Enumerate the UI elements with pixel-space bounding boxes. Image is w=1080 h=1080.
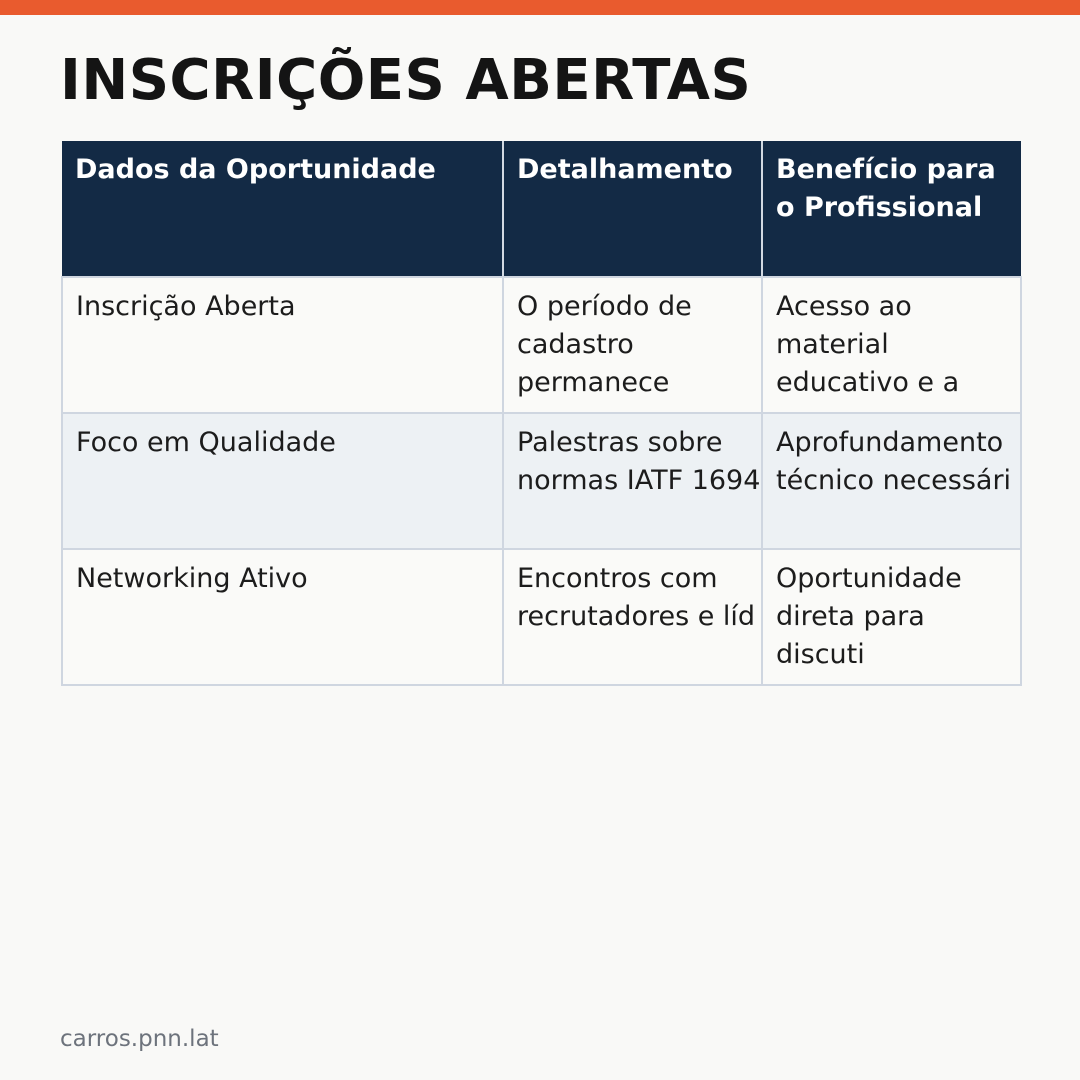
- opportunity-table: [61, 141, 1022, 686]
- cell-detail: O período de cadastro permanece: [503, 277, 762, 413]
- column-header-benefit: Benefício para o Profissional: [762, 141, 1021, 277]
- cell-benefit: Aprofundamento técnico necessári: [762, 413, 1021, 549]
- cell-opportunity: Networking Ativo: [62, 549, 503, 685]
- cell-detail: Palestras sobre normas IATF 1694: [503, 413, 762, 549]
- cell-benefit: Oportunidade direta para discuti: [762, 549, 1021, 685]
- page-title: INSCRIÇÕES ABERTAS: [60, 48, 752, 113]
- cell-opportunity: Inscrição Aberta: [62, 277, 503, 413]
- table-row: [62, 277, 1021, 413]
- table-row: [62, 549, 1021, 685]
- column-header-detail: Detalhamento: [503, 141, 762, 277]
- top-accent-bar: [0, 0, 1080, 15]
- cell-benefit: Acesso ao material educativo e a: [762, 277, 1021, 413]
- cell-opportunity: Foco em Qualidade: [62, 413, 503, 549]
- cell-detail: Encontros com recrutadores e líd: [503, 549, 762, 685]
- table-header-row: [62, 141, 1021, 277]
- footer-site: carros.pnn.lat: [60, 1026, 219, 1052]
- column-header-opportunity: Dados da Oportunidade: [62, 141, 503, 277]
- table-row: [62, 413, 1021, 549]
